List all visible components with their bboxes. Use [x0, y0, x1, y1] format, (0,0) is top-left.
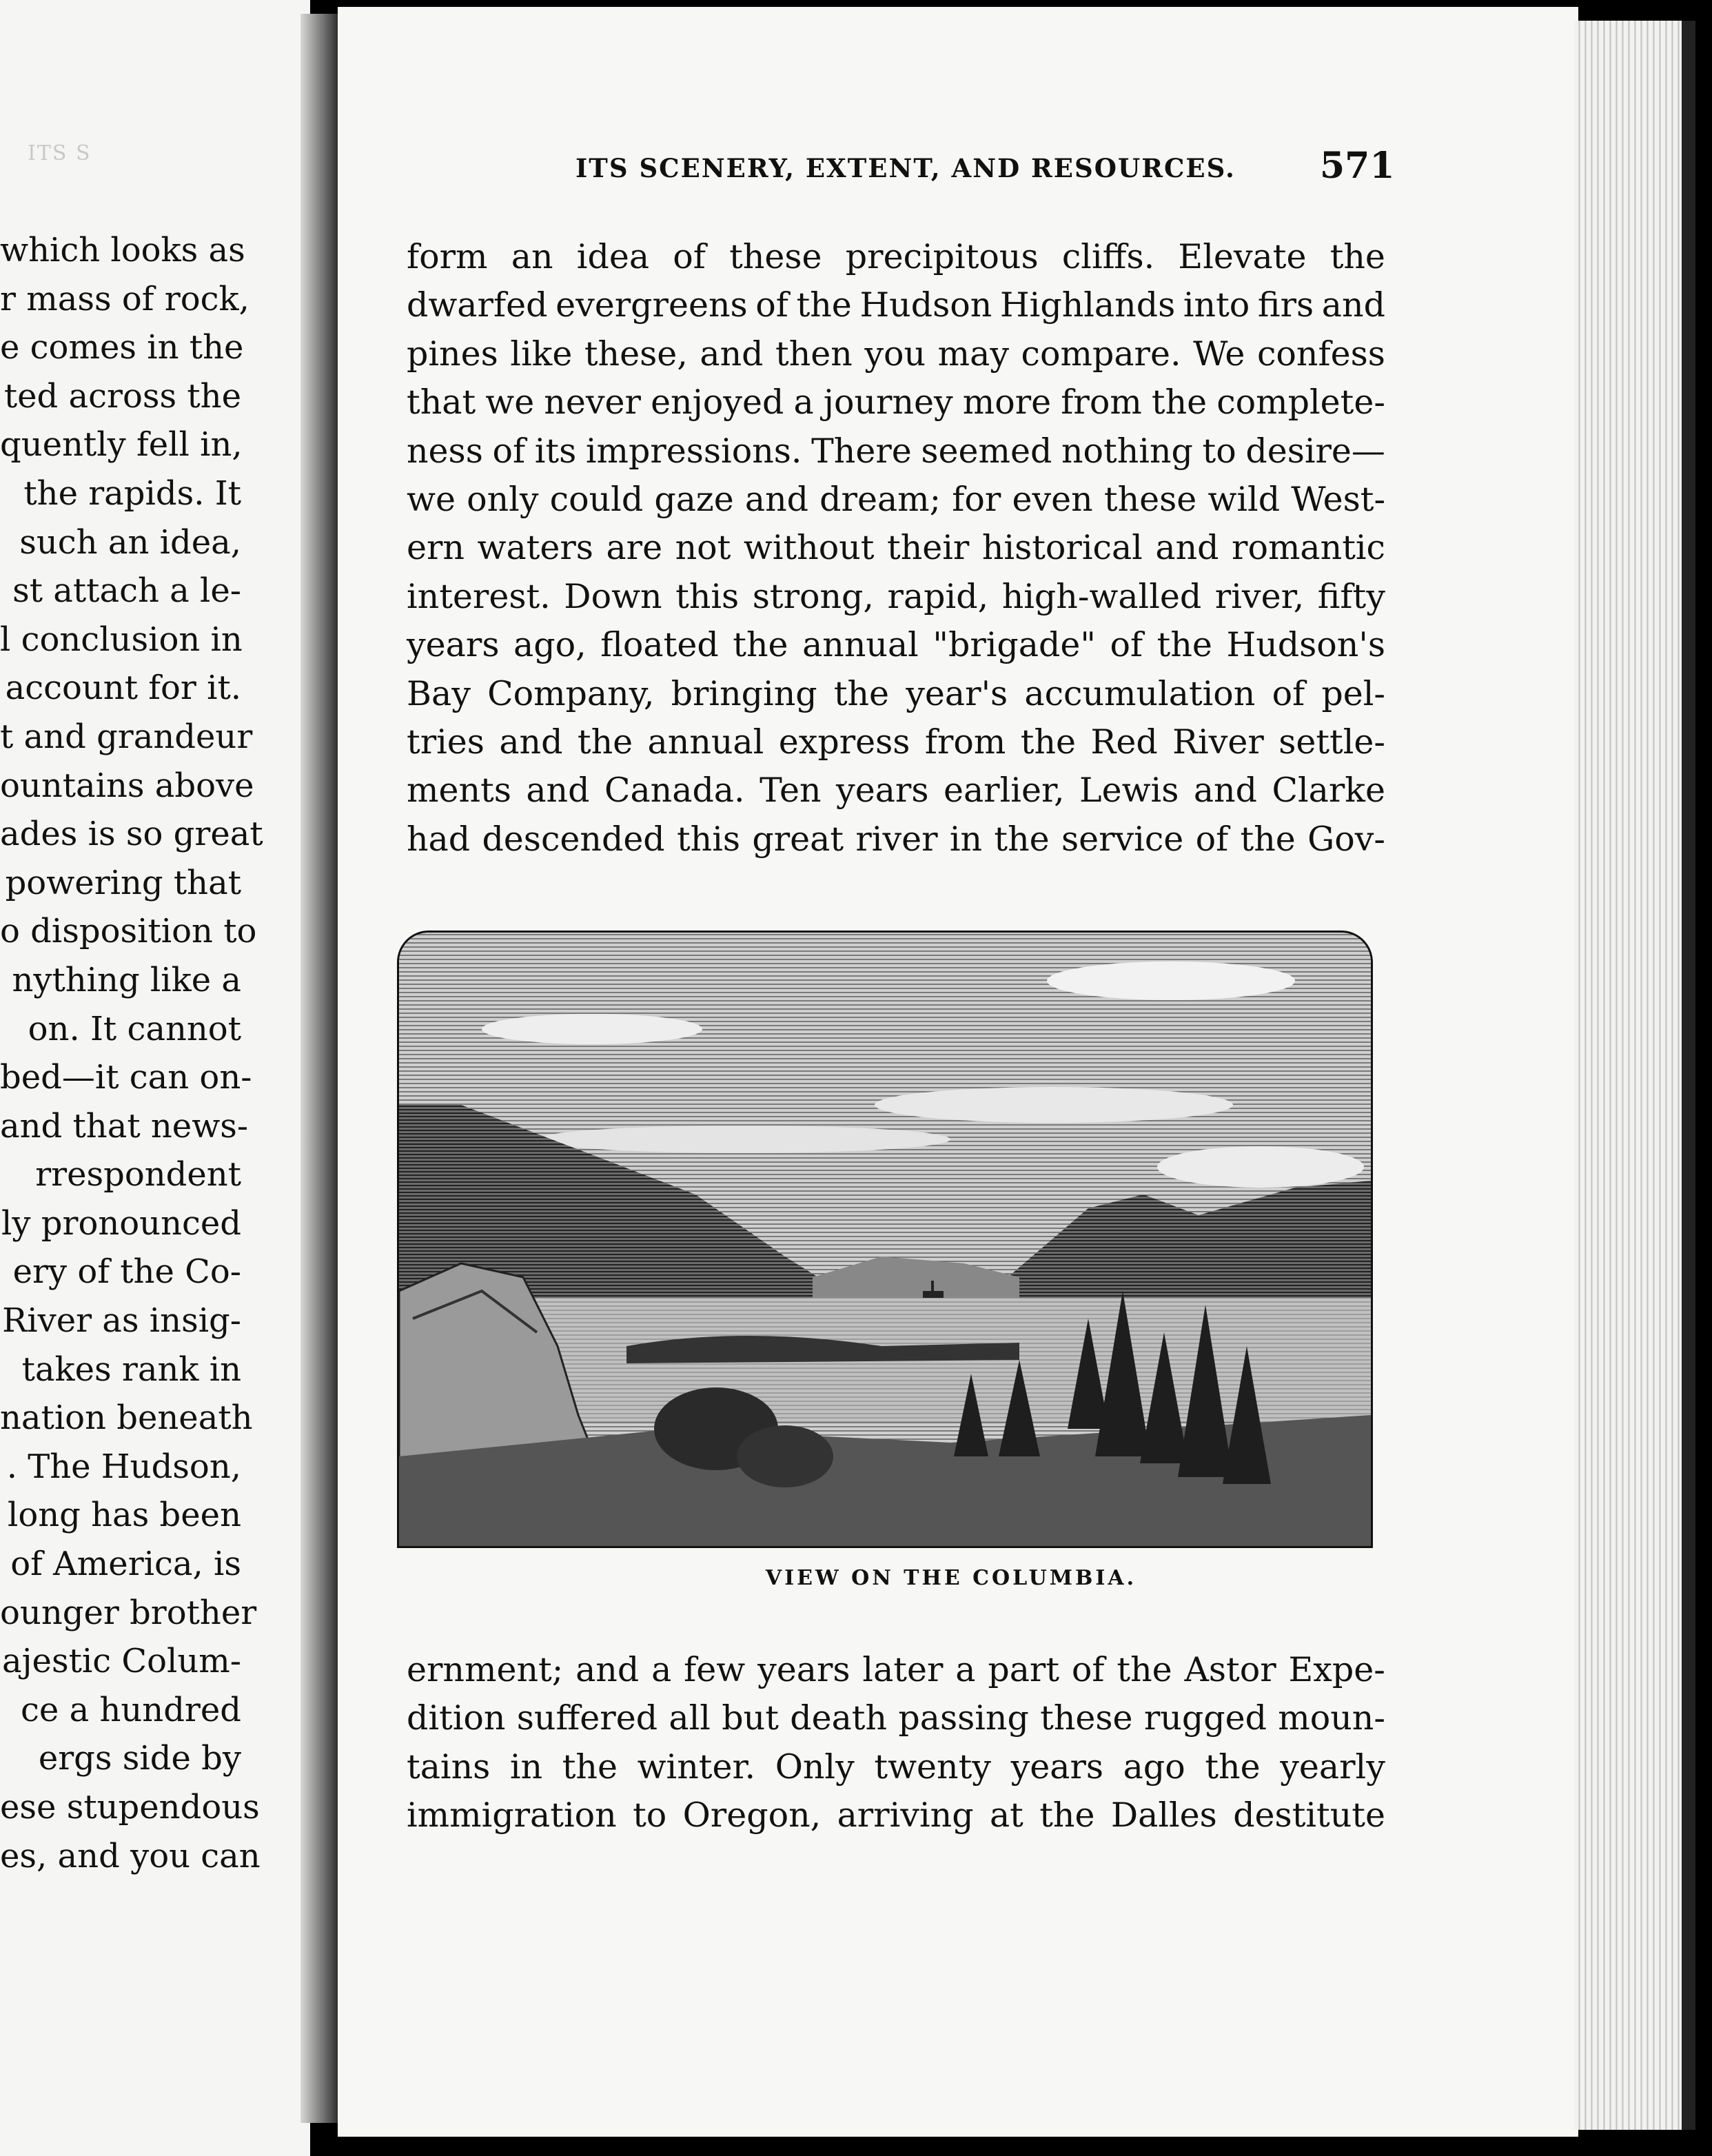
body-text-top [407, 233, 1385, 864]
left-page-line: nation beneath [0, 1399, 253, 1438]
left-page-line: bed—it can on- [0, 1058, 252, 1097]
left-page-line: nything like a [12, 960, 241, 999]
left-page-line: the rapids. It [23, 474, 241, 513]
left-page-line: ajestic Colum- [2, 1642, 241, 1681]
left-page-line: such an idea, [19, 522, 241, 562]
left-page-line: rrespondent [35, 1155, 241, 1194]
left-page-line: ounger brother [0, 1593, 257, 1632]
body-text-bottom [407, 1646, 1385, 1840]
left-page-line: t and grandeur [0, 717, 253, 756]
left-page-line: powering that [5, 863, 241, 902]
figure-caption-text: VIEW ON THE COLUMBIA. [765, 1566, 1137, 1590]
left-page-line: quently fell in, [0, 425, 243, 465]
text-line: dition suffered all but death passing these rugged moun- [407, 1698, 1385, 1738]
text-line: ness of its impressions. There seemed nothing to desire— [407, 431, 1385, 471]
page-number: 571 [1320, 145, 1395, 187]
text-line: ernment; and a few years later a part of the Astor Expe- [407, 1650, 1385, 1689]
left-page-line: and that news- [0, 1106, 249, 1146]
left-page-line: long has been [7, 1496, 241, 1535]
book-gutter [300, 14, 342, 2123]
left-page-line: ergs side by [38, 1739, 241, 1778]
left-page-text [0, 226, 263, 1880]
left-page-line: ted across the [3, 376, 241, 416]
left-page-line: ly pronounced [1, 1203, 241, 1243]
text-line: immigration to Oregon, arriving at the Dalles destitute [407, 1796, 1385, 1835]
columbia-river-engraving [399, 933, 1371, 1546]
left-page-line: . The Hudson, [6, 1447, 241, 1486]
left-page-line: of America, is [10, 1545, 241, 1584]
text-line: ern waters are not without their historical and romantic [407, 528, 1385, 568]
left-page-line: r mass of rock, [0, 279, 249, 318]
left-page-line: e comes in the [0, 328, 244, 367]
text-line: tries and the annual express from the Red River settle- [407, 722, 1385, 762]
page-edges [1574, 21, 1689, 2130]
text-line: interest. Down this strong, rapid, high-walled river, fifty [407, 576, 1385, 616]
text-line: tains in the winter. Only twenty years ago the yearly [407, 1747, 1385, 1787]
left-page-line: l conclusion in [0, 620, 243, 659]
left-page-line: ese stupendous [0, 1788, 260, 1827]
left-page-line: ery of the Co- [12, 1252, 241, 1292]
text-line: Bay Company, bringing the year's accumulation of pel- [407, 673, 1385, 713]
running-head: ITS SCENERY, EXTENT, AND RESOURCES. [575, 153, 1236, 183]
text-line: dwarfed evergreens of the Hudson Highlands into firs and [407, 285, 1385, 325]
text-line: pines like these, and then you may compare. We confess [407, 334, 1385, 374]
left-page-line: ountains above [0, 766, 254, 805]
engraving-illustration [397, 930, 1373, 1548]
left-page-line: which looks as [0, 231, 245, 270]
left-running-head-ghost: ITS S [28, 141, 92, 165]
right-page [338, 7, 1578, 2137]
text-line: we only could gaze and dream; for even these wild West- [407, 480, 1385, 520]
left-page-line: takes rank in [21, 1350, 241, 1389]
left-page-line: o disposition to [0, 912, 257, 951]
text-line: years ago, floated the annual "brigade" of the Hudson's [407, 625, 1385, 665]
text-line: had descended this great river in the service of the Gov- [407, 819, 1385, 859]
left-page-line: on. It cannot [28, 1009, 241, 1048]
figure-caption [338, 1566, 1578, 1590]
left-page-line: account for it. [5, 669, 241, 708]
left-page-line: ce a hundred [21, 1690, 241, 1729]
text-line: form an idea of these precipitous cliffs. Elevate the [407, 237, 1385, 276]
left-page-line: ades is so great [0, 815, 263, 854]
left-page-line: River as insig- [2, 1301, 241, 1341]
left-page-line: st attach a le- [12, 571, 241, 611]
left-page-line: es, and you can [0, 1836, 261, 1875]
text-line: that we never enjoyed a journey more from the complete- [407, 383, 1385, 423]
left-page [0, 0, 310, 2156]
page-edges-shadow [1682, 21, 1695, 2130]
text-line: ments and Canada. Ten years earlier, Lewis and Clarke [407, 771, 1385, 811]
